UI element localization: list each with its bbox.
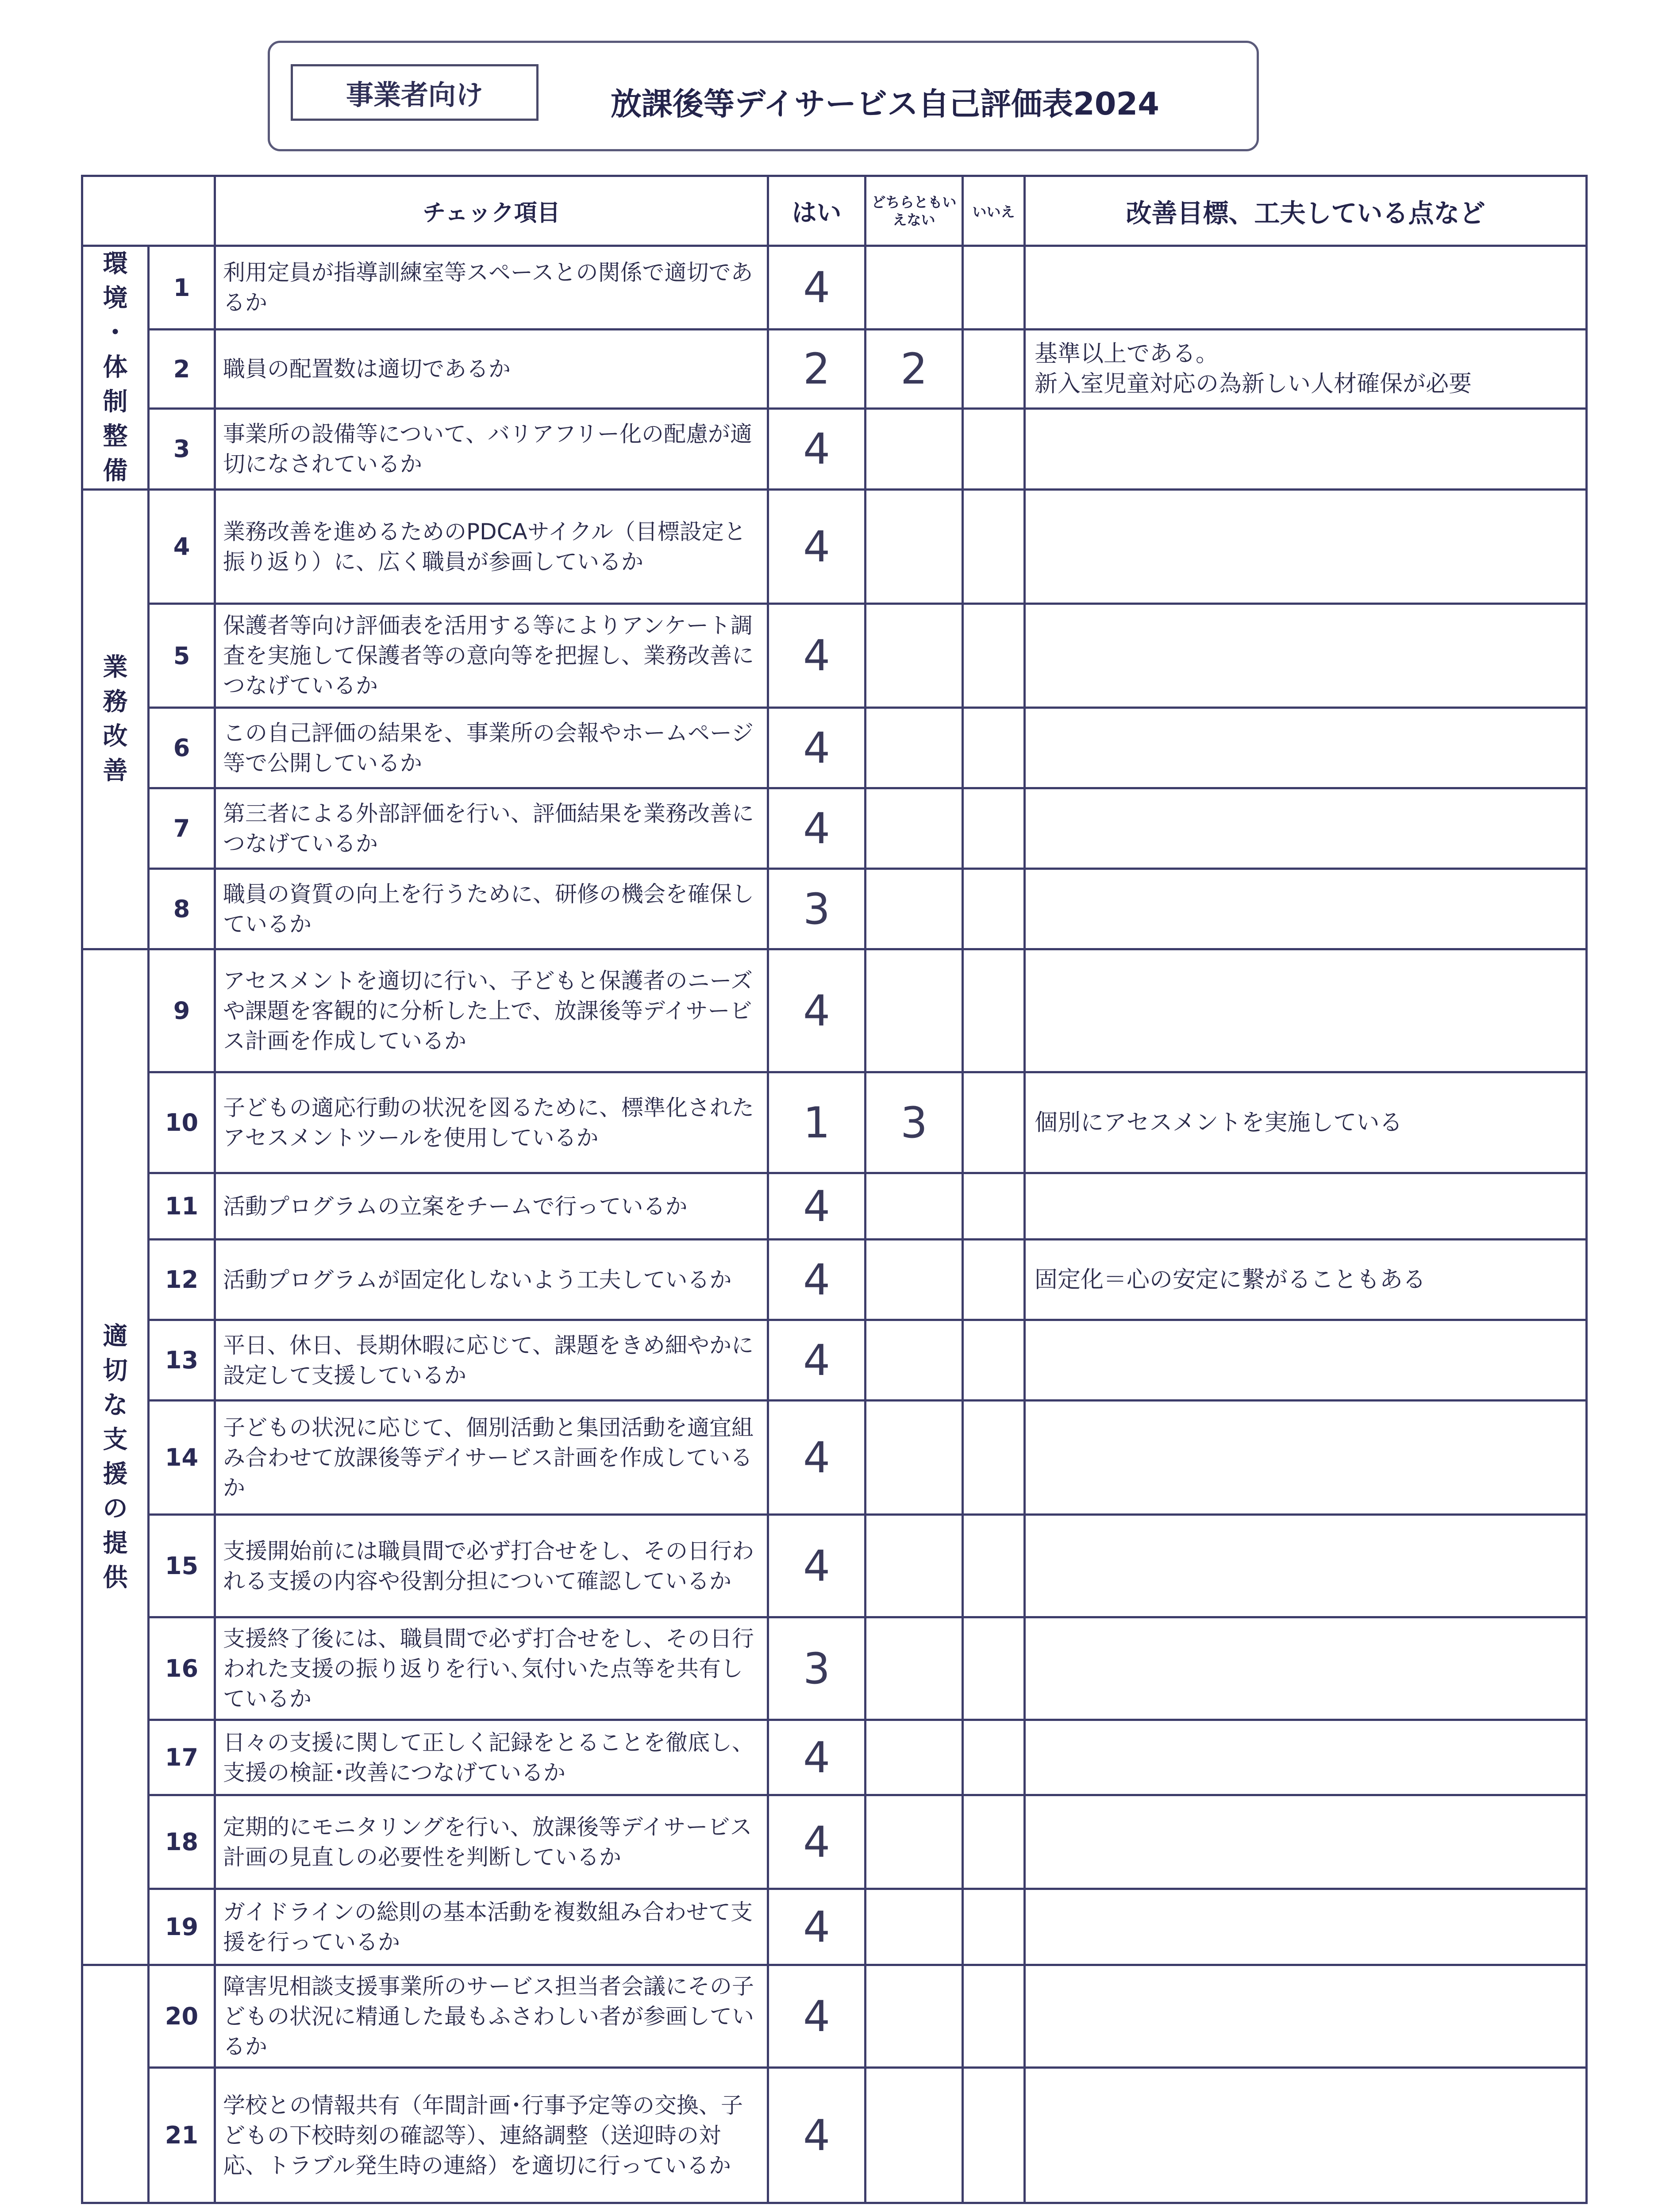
score-no <box>963 1617 1025 1720</box>
score-no <box>963 1515 1025 1617</box>
score-yes: 4 <box>768 1240 866 1320</box>
table-header-row <box>82 176 1587 246</box>
improvement-notes <box>1025 1795 1587 1889</box>
table-row <box>82 1617 1587 1720</box>
table-row <box>82 869 1587 949</box>
score-neutral <box>866 1795 963 1889</box>
check-item-text: 子どもの適応行動の状況を図るために、標準化されたアセスメントツールを使用しているか <box>215 1072 768 1173</box>
score-no <box>963 1795 1025 1889</box>
check-item-text: 保護者等向け評価表を活用する等によりアンケート調査を実施して保護者等の意向等を把握し、業務改善につなげているか <box>215 604 768 708</box>
score-no <box>963 1401 1025 1515</box>
improvement-notes <box>1025 604 1587 708</box>
score-yes: 4 <box>768 2068 866 2203</box>
table-row <box>82 788 1587 869</box>
improvement-notes <box>1025 2068 1587 2203</box>
score-neutral: 2 <box>866 330 963 409</box>
check-item-text: 業務改善を進めるためのPDCAサイクル（目標設定と振り返り）に、広く職員が参画しているか <box>215 490 768 604</box>
improvement-notes <box>1025 949 1587 1072</box>
score-neutral <box>866 949 963 1072</box>
score-yes: 4 <box>768 490 866 604</box>
score-no <box>963 869 1025 949</box>
check-item-text: 支援終了後には、職員間で必ず打合せをし、その日行われた支援の振り返りを行い､気付いた点等を共有しているか <box>215 1617 768 1720</box>
score-no <box>963 1965 1025 2068</box>
score-neutral <box>866 1889 963 1965</box>
column-header-neutral: どちらともいえない <box>866 176 963 246</box>
score-no <box>963 1720 1025 1795</box>
score-no <box>963 330 1025 409</box>
score-no <box>963 246 1025 330</box>
table-row <box>82 1173 1587 1240</box>
item-number: 12 <box>149 1240 215 1320</box>
score-no <box>963 1072 1025 1173</box>
check-item-text: 定期的にモニタリングを行い、放課後等デイサービス計画の見直しの必要性を判断しているか <box>215 1795 768 1889</box>
item-number: 20 <box>149 1965 215 2068</box>
score-no <box>963 1240 1025 1320</box>
column-header-check-item: チェック項目 <box>215 176 768 246</box>
item-number: 9 <box>149 949 215 1072</box>
score-neutral <box>866 604 963 708</box>
item-number: 6 <box>149 708 215 788</box>
score-yes: 4 <box>768 408 866 489</box>
score-yes: 4 <box>768 604 866 708</box>
check-item-text: 障害児相談支援事業所のサービス担当者会議にその子どもの状況に精通した最もふさわしい者が参画しているか <box>215 1965 768 2068</box>
improvement-notes <box>1025 869 1587 949</box>
check-item-text: 平日、休日、長期休暇に応じて、課題をきめ細やかに設定して支援しているか <box>215 1320 768 1401</box>
improvement-notes <box>1025 246 1587 330</box>
table-row <box>82 2068 1587 2203</box>
score-yes: 4 <box>768 1401 866 1515</box>
score-neutral <box>866 1173 963 1240</box>
audience-badge: 事業者向け <box>291 64 539 121</box>
score-yes: 4 <box>768 949 866 1072</box>
score-no <box>963 604 1025 708</box>
item-number: 19 <box>149 1889 215 1965</box>
table-row <box>82 604 1587 708</box>
score-yes: 4 <box>768 1320 866 1401</box>
score-no <box>963 490 1025 604</box>
item-number: 13 <box>149 1320 215 1401</box>
score-yes: 4 <box>768 1795 866 1889</box>
score-yes: 4 <box>768 1965 866 2068</box>
score-neutral <box>866 869 963 949</box>
item-number: 11 <box>149 1173 215 1240</box>
improvement-notes <box>1025 1965 1587 2068</box>
score-neutral <box>866 708 963 788</box>
score-neutral <box>866 1515 963 1617</box>
check-item-text: 子どもの状況に応じて、個別活動と集団活動を適宜組み合わせて放課後等デイサービス計画を作成しているか <box>215 1401 768 1515</box>
improvement-notes <box>1025 1401 1587 1515</box>
score-yes: 4 <box>768 1720 866 1795</box>
category-label: 業 務 改 善 <box>82 490 149 949</box>
table-row <box>82 1240 1587 1320</box>
item-number: 16 <box>149 1617 215 1720</box>
check-item-text: 利用定員が指導訓練室等スペースとの関係で適切であるか <box>215 246 768 330</box>
score-yes: 4 <box>768 708 866 788</box>
table-row <box>82 1072 1587 1173</box>
score-neutral <box>866 1240 963 1320</box>
score-neutral <box>866 2068 963 2203</box>
score-yes: 2 <box>768 330 866 409</box>
item-number: 10 <box>149 1072 215 1173</box>
score-no <box>963 788 1025 869</box>
item-number: 18 <box>149 1795 215 1889</box>
check-item-text: 活動プログラムの立案をチームで行っているか <box>215 1173 768 1240</box>
improvement-notes <box>1025 1173 1587 1240</box>
score-yes: 4 <box>768 1515 866 1617</box>
improvement-notes <box>1025 408 1587 489</box>
item-number: 1 <box>149 246 215 330</box>
document-title: 放課後等デイサービス自己評価表2024 <box>611 85 1159 122</box>
item-number: 14 <box>149 1401 215 1515</box>
score-no <box>963 949 1025 1072</box>
category-label <box>82 1965 149 2203</box>
table-row <box>82 246 1587 330</box>
improvement-notes: 個別にアセスメントを実施している <box>1025 1072 1587 1173</box>
improvement-notes: 基準以上である。 新入室児童対応の為新しい人材確保が必要 <box>1025 330 1587 409</box>
check-item-text: 支援開始前には職員間で必ず打合せをし、その日行われる支援の内容や役割分担について確認しているか <box>215 1515 768 1617</box>
column-header-yes: はい <box>768 176 866 246</box>
score-neutral <box>866 1401 963 1515</box>
column-header-notes: 改善目標、工夫している点など <box>1025 176 1587 246</box>
table-row <box>82 1965 1587 2068</box>
item-number: 15 <box>149 1515 215 1617</box>
table-row <box>82 1795 1587 1889</box>
table-row <box>82 1401 1587 1515</box>
check-item-text: 第三者による外部評価を行い、評価結果を業務改善につなげているか <box>215 788 768 869</box>
score-yes: 3 <box>768 869 866 949</box>
table-row <box>82 708 1587 788</box>
check-item-text: 活動プログラムが固定化しないよう工夫しているか <box>215 1240 768 1320</box>
check-item-text: 学校との情報共有（年間計画･行事予定等の交換、子どもの下校時刻の確認等）、連絡調整（送迎時の対応、トラブル発生時の連絡）を適切に行っているか <box>215 2068 768 2203</box>
score-neutral <box>866 1720 963 1795</box>
improvement-notes <box>1025 1889 1587 1965</box>
improvement-notes <box>1025 1617 1587 1720</box>
category-label: 環 境 ・ 体 制 整 備 <box>82 246 149 490</box>
item-number: 17 <box>149 1720 215 1795</box>
title-box <box>268 41 1259 151</box>
improvement-notes <box>1025 490 1587 604</box>
check-item-text: 職員の配置数は適切であるか <box>215 330 768 409</box>
self-evaluation-table <box>81 175 1588 2204</box>
score-no <box>963 1889 1025 1965</box>
item-number: 2 <box>149 330 215 409</box>
improvement-notes <box>1025 1720 1587 1795</box>
category-label: 適 切 な 支 援 の 提 供 <box>82 949 149 1965</box>
score-neutral <box>866 1320 963 1401</box>
score-no <box>963 1320 1025 1401</box>
header-corner <box>82 176 215 246</box>
score-no <box>963 1173 1025 1240</box>
score-yes: 4 <box>768 246 866 330</box>
score-neutral: 3 <box>866 1072 963 1173</box>
table-row <box>82 330 1587 409</box>
score-neutral <box>866 1965 963 2068</box>
table-row <box>82 490 1587 604</box>
score-neutral <box>866 408 963 489</box>
item-number: 21 <box>149 2068 215 2203</box>
score-neutral <box>866 490 963 604</box>
improvement-notes <box>1025 788 1587 869</box>
score-yes: 4 <box>768 1173 866 1240</box>
table-row <box>82 949 1587 1072</box>
score-no <box>963 408 1025 489</box>
score-no <box>963 2068 1025 2203</box>
score-yes: 4 <box>768 788 866 869</box>
score-neutral <box>866 246 963 330</box>
item-number: 3 <box>149 408 215 489</box>
improvement-notes: 固定化＝心の安定に繋がることもある <box>1025 1240 1587 1320</box>
score-no <box>963 708 1025 788</box>
item-number: 7 <box>149 788 215 869</box>
item-number: 8 <box>149 869 215 949</box>
item-number: 5 <box>149 604 215 708</box>
improvement-notes <box>1025 1515 1587 1617</box>
improvement-notes <box>1025 1320 1587 1401</box>
improvement-notes <box>1025 708 1587 788</box>
score-yes: 4 <box>768 1889 866 1965</box>
table-row <box>82 1720 1587 1795</box>
column-header-no: いいえ <box>963 176 1025 246</box>
table-row <box>82 1320 1587 1401</box>
table-row <box>82 1515 1587 1617</box>
check-item-text: 職員の資質の向上を行うために、研修の機会を確保しているか <box>215 869 768 949</box>
check-item-text: この自己評価の結果を、事業所の会報やホームページ等で公開しているか <box>215 708 768 788</box>
check-item-text: ガイドラインの総則の基本活動を複数組み合わせて支援を行っているか <box>215 1889 768 1965</box>
table-row <box>82 1889 1587 1965</box>
check-item-text: 事業所の設備等について、バリアフリー化の配慮が適切になされているか <box>215 408 768 489</box>
score-yes: 1 <box>768 1072 866 1173</box>
item-number: 4 <box>149 490 215 604</box>
score-neutral <box>866 1617 963 1720</box>
check-item-text: アセスメントを適切に行い、子どもと保護者のニーズや課題を客観的に分析した上で、放課後等デイサービス計画を作成しているか <box>215 949 768 1072</box>
score-neutral <box>866 788 963 869</box>
check-item-text: 日々の支援に関して正しく記録をとることを徹底し、支援の検証･改善につなげているか <box>215 1720 768 1795</box>
score-yes: 3 <box>768 1617 866 1720</box>
table-row <box>82 408 1587 489</box>
